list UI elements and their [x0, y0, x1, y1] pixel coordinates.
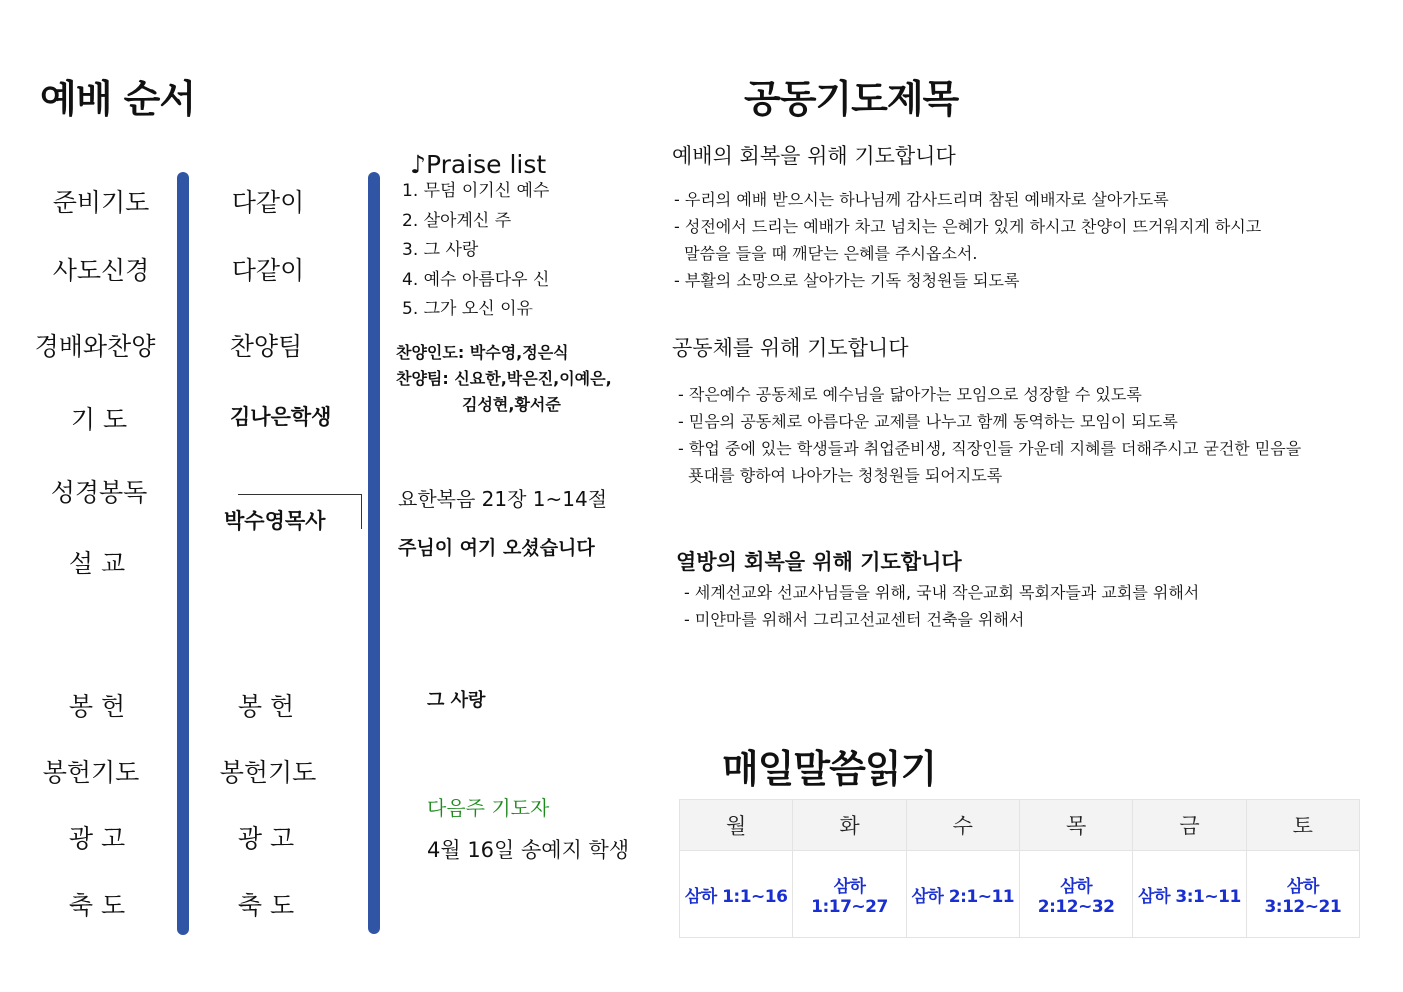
order-item-creed: 사도신경	[52, 256, 150, 285]
order-item-praise: 경배와찬양	[34, 332, 156, 361]
prayer-section-list	[678, 381, 1301, 489]
next-prayer-person: 4월 16일 송예지 학생	[427, 838, 630, 862]
reading-passage: 삼하 1:17~27	[793, 851, 906, 938]
order-item-benediction: 축 도	[68, 891, 126, 920]
leader-offering-prayer: 봉헌기도	[219, 758, 317, 787]
praise-song: 5. 그가 오신 이유	[402, 299, 533, 319]
order-item-prep: 준비기도	[52, 188, 150, 217]
prayer-section-heading: 열방의 회복을 위해 기도합니다	[676, 550, 962, 574]
offering-song: 그 사랑	[427, 690, 486, 711]
prayer-line: - 성전에서 드리는 예배가 차고 넘치는 은혜가 있게 하시고 찬양이 뜨거워지게 하시고	[674, 217, 1262, 236]
prayer-line: 푯대를 향하여 나아가는 청청원들 되어지도록	[678, 466, 1003, 485]
order-item-announcements: 광 고	[68, 824, 126, 853]
sermon-title: 주님이 여기 오셨습니다	[398, 537, 595, 559]
leader-prep: 다같이	[231, 188, 305, 217]
praise-team-line1: 찬양팀: 신요한,박은진,이예은,	[396, 369, 612, 388]
praise-song-list	[402, 177, 549, 325]
reading-passage: 삼하 1:1~16	[680, 851, 793, 938]
praise-team-line2: 김성현,황서준	[462, 395, 561, 414]
day-header: 월	[680, 800, 793, 851]
praise-song: 4. 예수 아름다우 신	[402, 269, 550, 290]
prayer-section-list	[684, 579, 1199, 633]
worship-title: 예배 순서	[40, 77, 196, 121]
prayer-line: - 세계선교와 선교사님들을 위해, 국내 작은교회 목회자들과 교회를 위해서	[684, 583, 1200, 602]
leader-praise: 찬양팀	[229, 332, 303, 361]
day-header: 목	[1019, 800, 1132, 851]
scripture-reference: 요한복음 21장 1~14절	[398, 487, 608, 511]
praise-leader: 찬양인도: 박수영,정은식	[396, 343, 569, 362]
leader-creed: 다같이	[231, 256, 305, 285]
next-prayer-label: 다음주 기도자	[427, 796, 550, 820]
day-header: 금	[1133, 800, 1246, 851]
day-header: 화	[793, 800, 906, 851]
order-item-prayer: 기 도	[70, 405, 128, 434]
reading-passage: 삼하 2:12~32	[1019, 851, 1132, 938]
prayer-line: - 미얀마를 위해서 그리고선교센터 건축을 위해서	[684, 610, 1025, 629]
order-item-sermon: 설 교	[68, 549, 126, 578]
middle-divider-bar	[368, 172, 380, 934]
prayer-line: - 믿음의 공동체로 아름다운 교제를 나누고 함께 동역하는 모임이 되도록	[678, 412, 1178, 431]
prayer-section-heading: 공동체를 위해 기도합니다	[672, 336, 909, 360]
praise-list-title: ♪Praise list	[410, 150, 547, 179]
daily-reading-table	[679, 799, 1360, 938]
daily-reading-title: 매일말씀읽기	[722, 747, 937, 791]
praise-song: 3. 그 사랑	[402, 240, 479, 260]
reading-passage: 삼하 3:1~11	[1133, 851, 1246, 938]
prayer-line: - 학업 중에 있는 학생들과 취업준비생, 직장인들 가운데 지혜를 더해주시고 굳건한 믿음을	[678, 439, 1302, 458]
reading-passage: 삼하 2:1~11	[906, 851, 1019, 938]
prayer-line: - 우리의 예배 받으시는 하나님께 감사드리며 참된 예배자로 살아가도록	[674, 190, 1169, 209]
leader-benediction: 축 도	[237, 891, 295, 920]
praise-song: 1. 무덤 이기신 예수	[402, 181, 550, 201]
prayer-section-heading: 예배의 회복을 위해 기도합니다	[672, 144, 956, 168]
order-item-scripture: 성경봉독	[50, 478, 148, 507]
prayer-topics-title: 공동기도제목	[744, 77, 959, 121]
leader-offering: 봉 헌	[237, 692, 295, 721]
praise-song: 2. 살아계신 주	[402, 210, 512, 231]
day-header: 토	[1246, 800, 1359, 851]
day-header: 수	[906, 800, 1019, 851]
order-item-offering: 봉 헌	[68, 692, 126, 721]
reading-passage: 삼하 3:12~21	[1246, 851, 1359, 938]
order-item-offering-prayer: 봉헌기도	[42, 758, 140, 787]
prayer-line: - 부활의 소망으로 살아가는 기독 청청원들 되도록	[674, 271, 1020, 290]
leader-sermon: 박수영목사	[224, 509, 326, 533]
prayer-line: - 작은예수 공동체로 예수님을 닮아가는 모임으로 성장할 수 있도록	[678, 385, 1142, 404]
prayer-line: 말씀을 들을 때 깨닫는 은혜를 주시옵소서.	[674, 244, 978, 263]
prayer-section-list	[674, 186, 1261, 294]
leader-prayer: 김나은학생	[230, 405, 332, 429]
leader-announcements: 광 고	[237, 824, 295, 853]
